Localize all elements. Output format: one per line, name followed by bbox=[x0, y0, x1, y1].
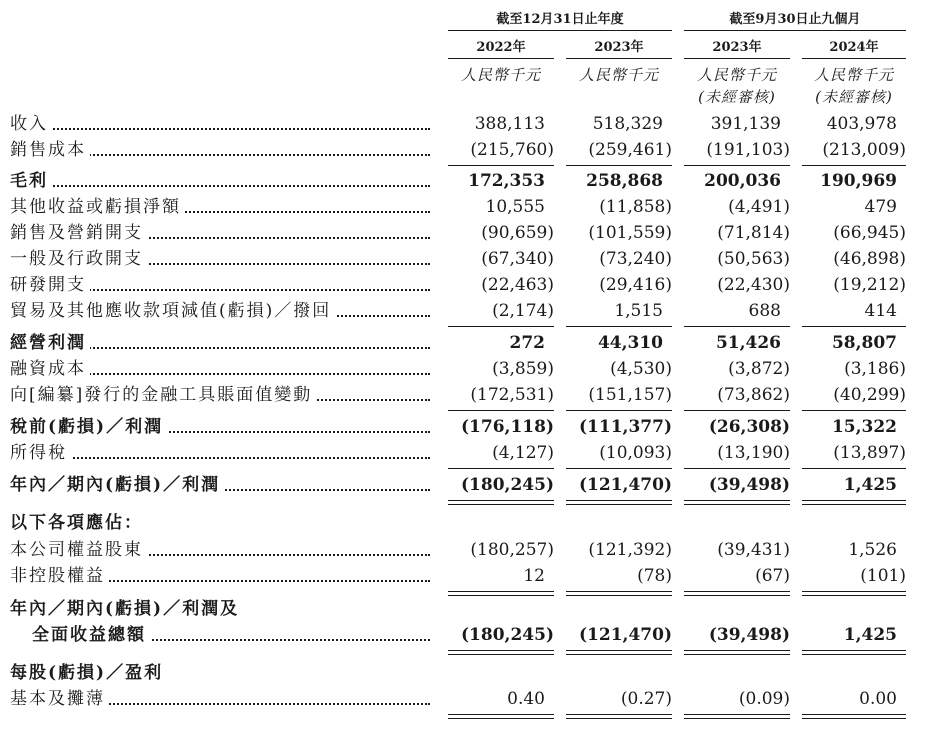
value-cell: (22,430) bbox=[717, 275, 790, 295]
row-eps-basic: 基本及攤薄 0.40 (0.27) (0.09) 0.00 bbox=[0, 686, 925, 712]
value-cell: (66,945) bbox=[833, 223, 906, 243]
value-cell: 518,329 bbox=[592, 114, 663, 134]
header-unit-col3: 人民幣千元 (未經審核) bbox=[696, 66, 777, 106]
value-cell: (111,377) bbox=[579, 417, 672, 437]
row-admin-expenses: 一般及行政開支 (67,340) (73,240) (50,563) (46,898) bbox=[0, 246, 925, 272]
row-finance-costs: 融資成本 (3,859) (4,530) (3,872) (3,186) bbox=[0, 356, 925, 382]
row-income-tax: 所得稅 (4,127) (10,093) (13,190) (13,897) bbox=[0, 440, 925, 466]
value-cell: 1,425 bbox=[843, 475, 897, 495]
value-cell: 403,978 bbox=[826, 114, 897, 134]
unaudited-note-col3: (未經審核) bbox=[698, 88, 776, 106]
row-eps-heading: 每股(虧損)／盈利 bbox=[0, 660, 925, 686]
value-cell: (259,461) bbox=[588, 140, 672, 160]
header-year-col4: 2024年 bbox=[802, 38, 906, 59]
value-cell: (180,245) bbox=[461, 625, 554, 645]
value-cell: (39,498) bbox=[708, 475, 790, 495]
row-pre-tax: 稅前(虧損)／利潤 (176,118) (111,377) (26,308) 15,322 bbox=[0, 414, 925, 440]
value-cell: (90,659) bbox=[481, 223, 554, 243]
value-cell: (10,093) bbox=[599, 443, 672, 463]
value-cell: (176,118) bbox=[461, 417, 554, 437]
value-cell: (172,531) bbox=[470, 385, 554, 405]
value-cell: 51,426 bbox=[715, 333, 781, 353]
value-cell: (121,470) bbox=[579, 625, 672, 645]
value-cell: (121,392) bbox=[588, 540, 672, 560]
value-cell: (213,009) bbox=[822, 140, 906, 160]
row-total-comprehensive-title: 年內／期內(虧損)／利潤及 bbox=[0, 596, 925, 622]
header-nine-months: 截至9月30日止九個月 bbox=[684, 10, 906, 31]
value-cell: 10,555 bbox=[485, 197, 545, 217]
value-cell: 0.00 bbox=[859, 689, 897, 709]
value-cell: (19,212) bbox=[833, 275, 906, 295]
value-cell: 0.40 bbox=[507, 689, 545, 709]
row-rd-expenses: 研發開支 (22,463) (29,416) (22,430) (19,212) bbox=[0, 272, 925, 298]
value-cell: 190,969 bbox=[820, 171, 897, 191]
row-impairment: 貿易及其他應收款項減值(虧損)／撥回 (2,174) 1,515 688 414 bbox=[0, 298, 925, 324]
value-cell: 15,322 bbox=[831, 417, 897, 437]
value-cell: (215,760) bbox=[470, 140, 554, 160]
unaudited-note-col4: (未經審核) bbox=[815, 88, 893, 106]
value-cell: (13,897) bbox=[833, 443, 906, 463]
value-cell: (4,127) bbox=[492, 443, 554, 463]
header-unit-col4: 人民幣千元 (未經審核) bbox=[813, 66, 894, 106]
value-cell: 58,807 bbox=[831, 333, 897, 353]
value-cell: (39,498) bbox=[708, 625, 790, 645]
row-total-comprehensive: 全面收益總額 (180,245) (121,470) (39,498) 1,425 bbox=[0, 622, 925, 648]
row-gross-profit: 毛利 172,353 258,868 200,036 190,969 bbox=[0, 168, 925, 194]
value-cell: (71,814) bbox=[717, 223, 790, 243]
value-cell: (101,559) bbox=[588, 223, 672, 243]
value-cell: 44,310 bbox=[597, 333, 663, 353]
value-cell: 172,353 bbox=[468, 171, 545, 191]
row-nci: 非控股權益 12 (78) (67) (101) bbox=[0, 563, 925, 589]
value-cell: (39,431) bbox=[717, 540, 790, 560]
value-cell: 1,515 bbox=[614, 301, 663, 321]
value-cell: (121,470) bbox=[579, 475, 672, 495]
value-cell: 391,139 bbox=[710, 114, 781, 134]
value-cell: 12 bbox=[523, 566, 545, 586]
value-cell: (26,308) bbox=[708, 417, 790, 437]
value-cell: (73,240) bbox=[599, 249, 672, 269]
header-year-col1: 2022年 bbox=[448, 38, 554, 59]
value-cell: (46,898) bbox=[833, 249, 906, 269]
value-cell: (101) bbox=[860, 566, 906, 586]
value-cell: (180,245) bbox=[461, 475, 554, 495]
row-other-gains: 其他收益或虧損淨額 10,555 (11,858) (4,491) 479 bbox=[0, 194, 925, 220]
value-cell: 1,425 bbox=[843, 625, 897, 645]
row-operating-profit: 經營利潤 272 44,310 51,426 58,807 bbox=[0, 330, 925, 356]
header-year-ended: 截至12月31日止年度 bbox=[448, 10, 672, 31]
value-cell: (29,416) bbox=[599, 275, 672, 295]
value-cell: 258,868 bbox=[586, 171, 663, 191]
header-year-col3: 2023年 bbox=[684, 38, 790, 59]
value-cell: 272 bbox=[509, 333, 545, 353]
row-net-profit: 年內／期內(虧損)／利潤 (180,245) (121,470) (39,498) 1,425 bbox=[0, 472, 925, 498]
value-cell: (3,872) bbox=[728, 359, 790, 379]
row-selling-expenses: 銷售及營銷開支 (90,659) (101,559) (71,814) (66,945) bbox=[0, 220, 925, 246]
value-cell: 688 bbox=[748, 301, 781, 321]
header-year-col2: 2023年 bbox=[566, 38, 672, 59]
value-cell: (0.09) bbox=[738, 689, 790, 709]
value-cell: (11,858) bbox=[599, 197, 672, 217]
value-cell: (4,491) bbox=[728, 197, 790, 217]
value-cell: 479 bbox=[864, 197, 897, 217]
header-unit-col2: 人民幣千元 bbox=[578, 66, 659, 84]
value-cell: 200,036 bbox=[704, 171, 781, 191]
value-cell: (22,463) bbox=[481, 275, 554, 295]
value-cell: (191,103) bbox=[706, 140, 790, 160]
value-cell: (4,530) bbox=[610, 359, 672, 379]
value-cell: (2,174) bbox=[492, 301, 554, 321]
value-cell: (3,859) bbox=[492, 359, 554, 379]
value-cell: (0.27) bbox=[620, 689, 672, 709]
value-cell: (180,257) bbox=[470, 540, 554, 560]
value-cell: (67) bbox=[755, 566, 790, 586]
row-attributable-heading: 以下各項應佔： bbox=[0, 510, 925, 536]
header-unit-col1: 人民幣千元 bbox=[460, 66, 541, 84]
value-cell: (50,563) bbox=[717, 249, 790, 269]
row-revenue: 收入 388,113 518,329 391,139 403,978 bbox=[0, 111, 925, 137]
value-cell: (151,157) bbox=[588, 385, 672, 405]
value-cell: 388,113 bbox=[474, 114, 545, 134]
row-owners: 本公司權益股東 (180,257) (121,392) (39,431) 1,526 bbox=[0, 537, 925, 563]
value-cell: (67,340) bbox=[481, 249, 554, 269]
value-cell: (3,186) bbox=[844, 359, 906, 379]
value-cell: (73,862) bbox=[717, 385, 790, 405]
value-cell: 414 bbox=[864, 301, 897, 321]
row-fair-value-change: 向[編纂]發行的金融工具賬面值變動 (172,531) (151,157) (73,862) (40,299) bbox=[0, 382, 925, 408]
row-cost-of-sales: 銷售成本 (215,760) (259,461) (191,103) (213,009) bbox=[0, 137, 925, 163]
value-cell: 1,526 bbox=[848, 540, 897, 560]
value-cell: (40,299) bbox=[833, 385, 906, 405]
value-cell: (78) bbox=[637, 566, 672, 586]
value-cell: (13,190) bbox=[717, 443, 790, 463]
